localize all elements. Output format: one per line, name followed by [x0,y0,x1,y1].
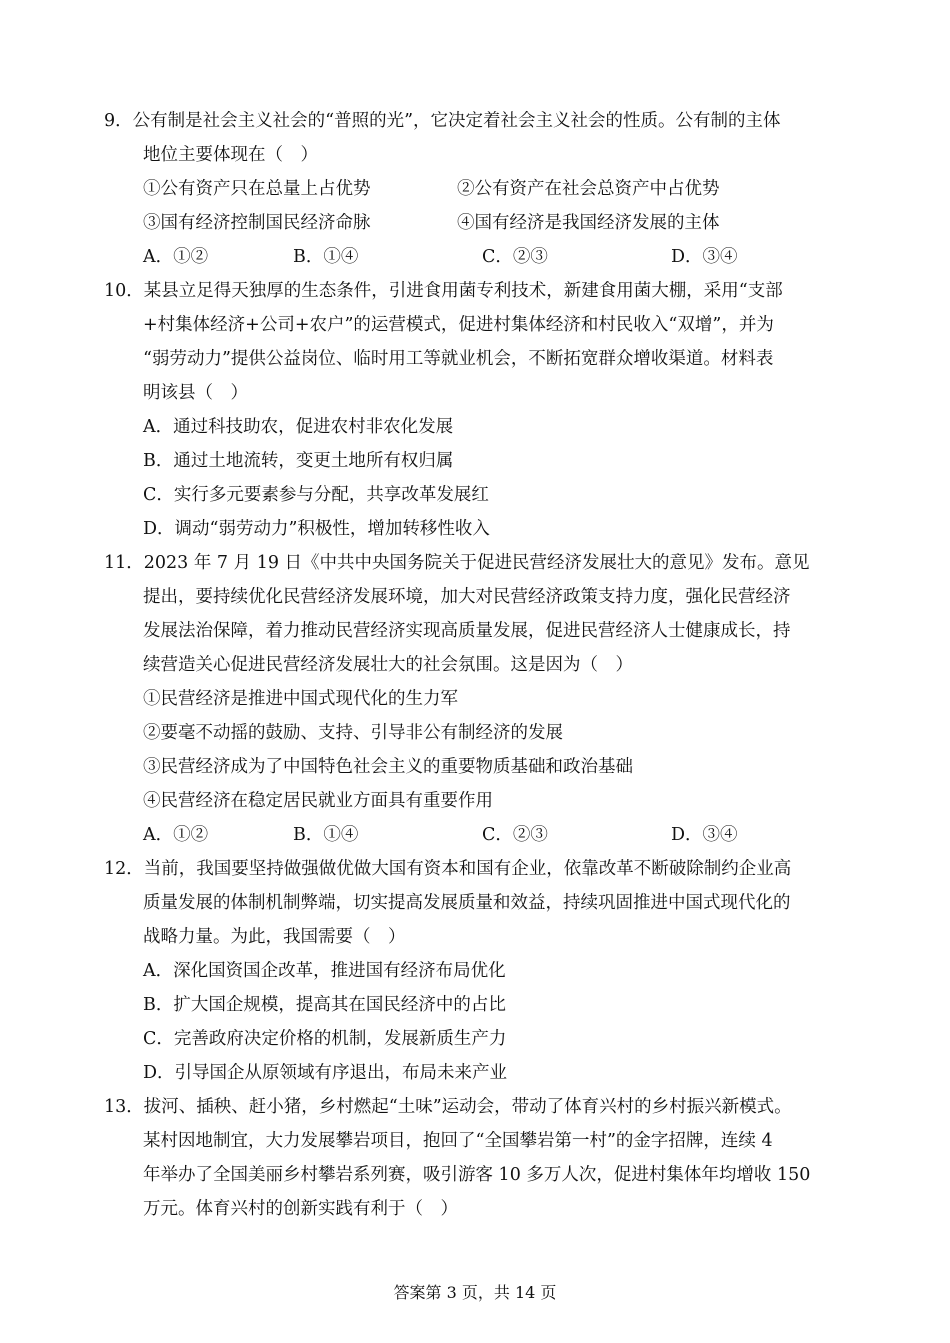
question-text-line: 9．公有制是社会主义社会的“普照的光”，它决定着社会主义社会的性质。公有制的主体 [104,111,781,131]
question-text-line: 万元。体育兴村的创新实践有利于（ ） [143,1199,458,1219]
question-text-line: 地位主要体现在（ ） [143,145,318,165]
statement-4: ④民营经济在稳定居民就业方面具有重要作用 [143,791,493,811]
question-text-line: 明该县（ ） [143,383,248,403]
choice-a: A．①② [143,247,209,267]
page-footer: 答案第 3 页，共 14 页 [393,1283,557,1302]
question-text-line: 质量发展的体制机制弊端，切实提高发展质量和效益，持续巩固推进中国式现代化的 [143,893,791,913]
option-d: D．引导国企从原领域有序退出，布局未来产业 [143,1063,508,1083]
option-c: C．完善政府决定价格的机制，发展新质生产力 [143,1029,507,1049]
statement-2: ②公有资产在社会总资产中占优势 [457,179,720,199]
choice-c: C．②③ [482,825,548,845]
question-text-line: “弱劳动力”提供公益岗位、临时用工等就业机会，不断拓宽群众增收渠道。材料表 [143,349,774,369]
choice-d: D．③④ [671,825,738,845]
question-text-line: 续营造关心促进民营经济发展壮大的社会氛围。这是因为（ ） [143,655,633,675]
option-d: D．调动“弱劳动力”积极性，增加转移性收入 [143,519,490,539]
statement-3: ③国有经济控制国民经济命脉 [143,213,371,233]
statement-3: ③民营经济成为了中国特色社会主义的重要物质基础和政治基础 [143,757,633,777]
question-text-line: 10．某县立足得天独厚的生态条件，引进食用菌专利技术，新建食用菌大棚，采用“支部 [104,281,783,301]
question-text-line: 11．2023 年 7 月 19 日《中共中央国务院关于促进民营经济发展壮大的意见》发布。意见 [104,553,810,573]
question-text-line: 12．当前，我国要坚持做强做优做大国有资本和国有企业，依靠改革不断破除制约企业高 [104,859,792,879]
choice-c: C．②③ [482,247,548,267]
choice-d: D．③④ [671,247,738,267]
option-b: B．扩大国企规模，提高其在国民经济中的占比 [143,995,506,1015]
question-text-line: 提出，要持续优化民营经济发展环境，加大对民营经济政策支持力度，强化民营经济 [143,587,791,607]
question-text-line: 发展法治保障，着力推动民营经济实现高质量发展，促进民营经济人士健康成长，持 [143,621,791,641]
statement-4: ④国有经济是我国经济发展的主体 [457,213,720,233]
option-c: C．实行多元要素参与分配，共享改革发展红 [143,485,489,505]
choice-a: A．①② [143,825,209,845]
question-text-line: +村集体经济+公司+农户”的运营模式，促进村集体经济和村民收入“双增”，并为 [143,315,774,335]
choice-b: B．①④ [293,247,359,267]
option-a: A．深化国资国企改革，推进国有经济布局优化 [143,961,506,981]
option-a: A．通过科技助农，促进农村非农化发展 [143,417,454,437]
statement-2: ②要毫不动摇的鼓励、支持、引导非公有制经济的发展 [143,723,563,743]
question-text-line: 13．拔河、插秧、赶小猪，乡村燃起“土味”运动会，带动了体育兴村的乡村振兴新模式。 [104,1097,792,1117]
statement-1: ①公有资产只在总量上占优势 [143,179,371,199]
statement-1: ①民营经济是推进中国式现代化的生力军 [143,689,458,709]
question-text-line: 某村因地制宜，大力发展攀岩项目，抱回了“全国攀岩第一村”的金字招牌，连续 4 [143,1131,773,1151]
option-b: B．通过土地流转，变更土地所有权归属 [143,451,454,471]
question-text-line: 年举办了全国美丽乡村攀岩系列赛，吸引游客 10 多万人次，促进村集体年均增收 150 [143,1165,811,1185]
choice-b: B．①④ [293,825,359,845]
question-text-line: 战略力量。为此，我国需要（ ） [143,927,406,947]
